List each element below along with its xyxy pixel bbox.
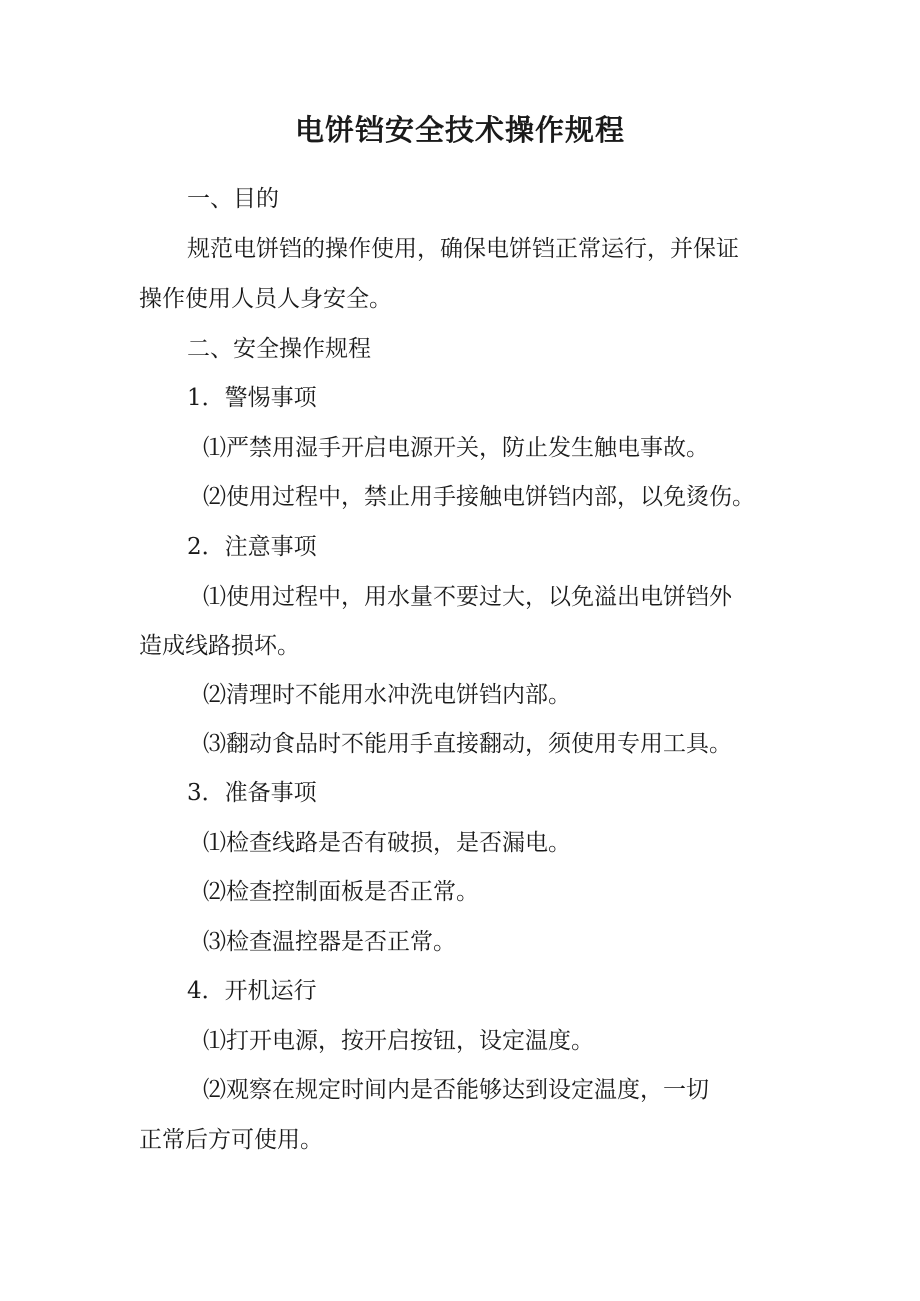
list-item: ⑵观察在规定时间内是否能够达到设定温度，一切 <box>203 1077 709 1103</box>
paragraph-line: 规范电饼铛的操作使用，确保电饼铛正常运行，并保证 <box>187 236 739 262</box>
subsection-heading-preparation: 3．准备事项 <box>187 780 317 806</box>
list-item: ⑶翻动食品时不能用手直接翻动，须使用专用工具。 <box>203 731 732 757</box>
list-item-continuation: 正常后方可使用。 <box>139 1127 323 1153</box>
list-item: ⑴严禁用湿手开启电源开关，防止发生触电事故。 <box>203 435 709 461</box>
list-item: ⑴检查线路是否有破损，是否漏电。 <box>203 830 571 856</box>
list-item: ⑴使用过程中，用水量不要过大，以免溢出电饼铛外 <box>203 584 732 610</box>
list-item: ⑵清理时不能用水冲洗电饼铛内部。 <box>203 682 571 708</box>
section-heading-procedures: 二、安全操作规程 <box>187 336 371 362</box>
list-item: ⑵检查控制面板是否正常。 <box>203 879 479 905</box>
list-item: ⑶检查温控器是否正常。 <box>203 929 456 955</box>
list-item-continuation: 造成线路损坏。 <box>139 633 300 659</box>
subsection-heading-warnings: 1．警惕事项 <box>187 385 317 411</box>
subsection-heading-startup: 4．开机运行 <box>187 978 317 1004</box>
list-item: ⑴打开电源，按开启按钮，设定温度。 <box>203 1028 594 1054</box>
section-heading-purpose: 一、目的 <box>187 186 279 212</box>
subsection-heading-notes: 2．注意事项 <box>187 534 317 560</box>
paragraph-line: 操作使用人员人身安全。 <box>139 286 392 312</box>
document-title: 电饼铛安全技术操作规程 <box>294 113 625 147</box>
list-item: ⑵使用过程中，禁止用手接触电饼铛内部，以免烫伤。 <box>203 484 755 510</box>
